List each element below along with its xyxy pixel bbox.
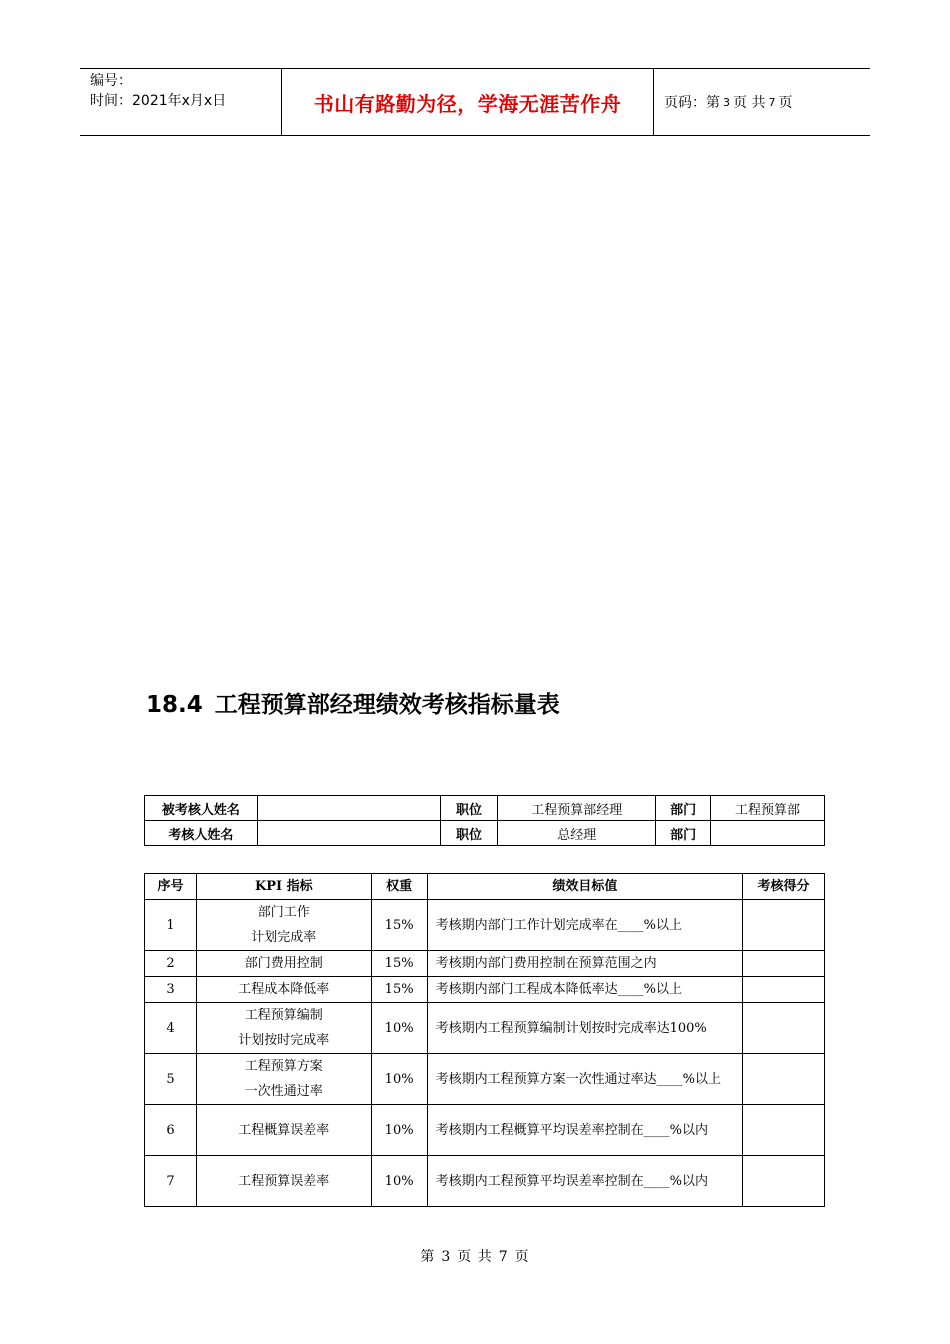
table-row [145,1105,825,1156]
row-no: 6 [145,1105,197,1156]
row-weight: 10% [371,1054,427,1105]
assessor-name-label: 考核人姓名 [145,821,258,846]
section-title [146,686,560,719]
footer-total: 7 [498,1249,509,1265]
kpi-line: 计划按时完成率 [238,1033,330,1048]
assessee-info-table [144,795,825,846]
row-no: 4 [145,1003,197,1054]
assessee-name-value [257,796,440,821]
row-kpi [196,1003,371,1054]
time-label: 时间：2021年x月x日 [90,93,227,109]
row-score [743,1003,825,1054]
info-row-assessee [145,796,825,821]
row-no: 5 [145,1054,197,1105]
row-score [743,900,825,951]
row-no: 1 [145,900,197,951]
row-kpi: 部门费用控制 [196,951,371,977]
kpi-line: 部门工作 [257,905,310,920]
footer-prefix: 第 [420,1249,436,1265]
row-weight: 10% [371,1003,427,1054]
row-target: 考核期内工程概算平均误差率控制在____%以内 [427,1105,742,1156]
assessee-name-label: 被考核人姓名 [145,796,258,821]
row-weight: 15% [371,951,427,977]
table-row [145,900,825,951]
col-header-target: 绩效目标值 [427,874,742,900]
row-score [743,977,825,1003]
row-no: 3 [145,977,197,1003]
assessee-dept-label: 部门 [656,796,711,821]
table-row [145,1156,825,1207]
assessee-dept-value: 工程预算部 [711,796,825,821]
row-target: 考核期内工程预算平均误差率控制在____%以内 [427,1156,742,1207]
assessor-position-value: 总经理 [498,821,656,846]
page-end: 页 [778,95,793,111]
page-current: 3 [723,95,730,109]
table-row [145,1003,825,1054]
footer-suffix: 页 [514,1249,530,1265]
row-target: 考核期内工程预算方案一次性通过率达____%以上 [427,1054,742,1105]
page-mid: 页 共 [733,95,766,111]
table-row [145,951,825,977]
kpi-line: 计划完成率 [251,930,317,945]
col-header-no: 序号 [145,874,197,900]
assessor-dept-value [711,821,825,846]
col-header-kpi: KPI 指标 [196,874,371,900]
table-row [145,977,825,1003]
footer-mid: 页 共 [457,1249,493,1265]
row-kpi: 工程概算误差率 [196,1105,371,1156]
assessor-name-value [257,821,440,846]
kpi-line: 工程预算编制 [244,1008,323,1023]
row-target: 考核期内部门费用控制在预算范围之内 [427,951,742,977]
serial-label: 编号： [90,73,132,89]
row-weight: 10% [371,1156,427,1207]
info-row-assessor [145,821,825,846]
row-target: 考核期内部门工作计划完成率在____%以上 [427,900,742,951]
header-motto: 书山有路勤为径，学海无涯苦作舟 [282,69,654,135]
col-header-weight: 权重 [371,874,427,900]
row-target: 考核期内工程预算编制计划按时完成率达100% [427,1003,742,1054]
row-target: 考核期内部门工程成本降低率达____%以上 [427,977,742,1003]
row-weight: 15% [371,977,427,1003]
row-weight: 15% [371,900,427,951]
row-score [743,951,825,977]
kpi-line: 工程预算方案 [244,1059,323,1074]
kpi-table [144,873,825,1207]
page-footer [0,1246,950,1266]
footer-current: 3 [441,1249,452,1265]
document-header [80,68,870,136]
header-meta [80,69,282,135]
row-score [743,1156,825,1207]
row-kpi: 工程预算误差率 [196,1156,371,1207]
kpi-header-row [145,874,825,900]
assessor-dept-label: 部门 [656,821,711,846]
kpi-line: 一次性通过率 [244,1084,323,1099]
table-row [145,1054,825,1105]
assessee-position-label: 职位 [440,796,498,821]
header-page-info [654,69,870,135]
row-no: 7 [145,1156,197,1207]
page-label: 页码：第 [664,95,720,111]
assessee-position-value: 工程预算部经理 [498,796,656,821]
section-title-text: 工程预算部经理绩效考核指标量表 [214,692,560,718]
assessor-position-label: 职位 [440,821,498,846]
row-weight: 10% [371,1105,427,1156]
section-number: 18.4 [146,692,203,718]
page-total: 7 [768,95,776,109]
row-kpi: 工程成本降低率 [196,977,371,1003]
col-header-score: 考核得分 [743,874,825,900]
row-score [743,1054,825,1105]
row-no: 2 [145,951,197,977]
row-score [743,1105,825,1156]
row-kpi [196,1054,371,1105]
row-kpi [196,900,371,951]
